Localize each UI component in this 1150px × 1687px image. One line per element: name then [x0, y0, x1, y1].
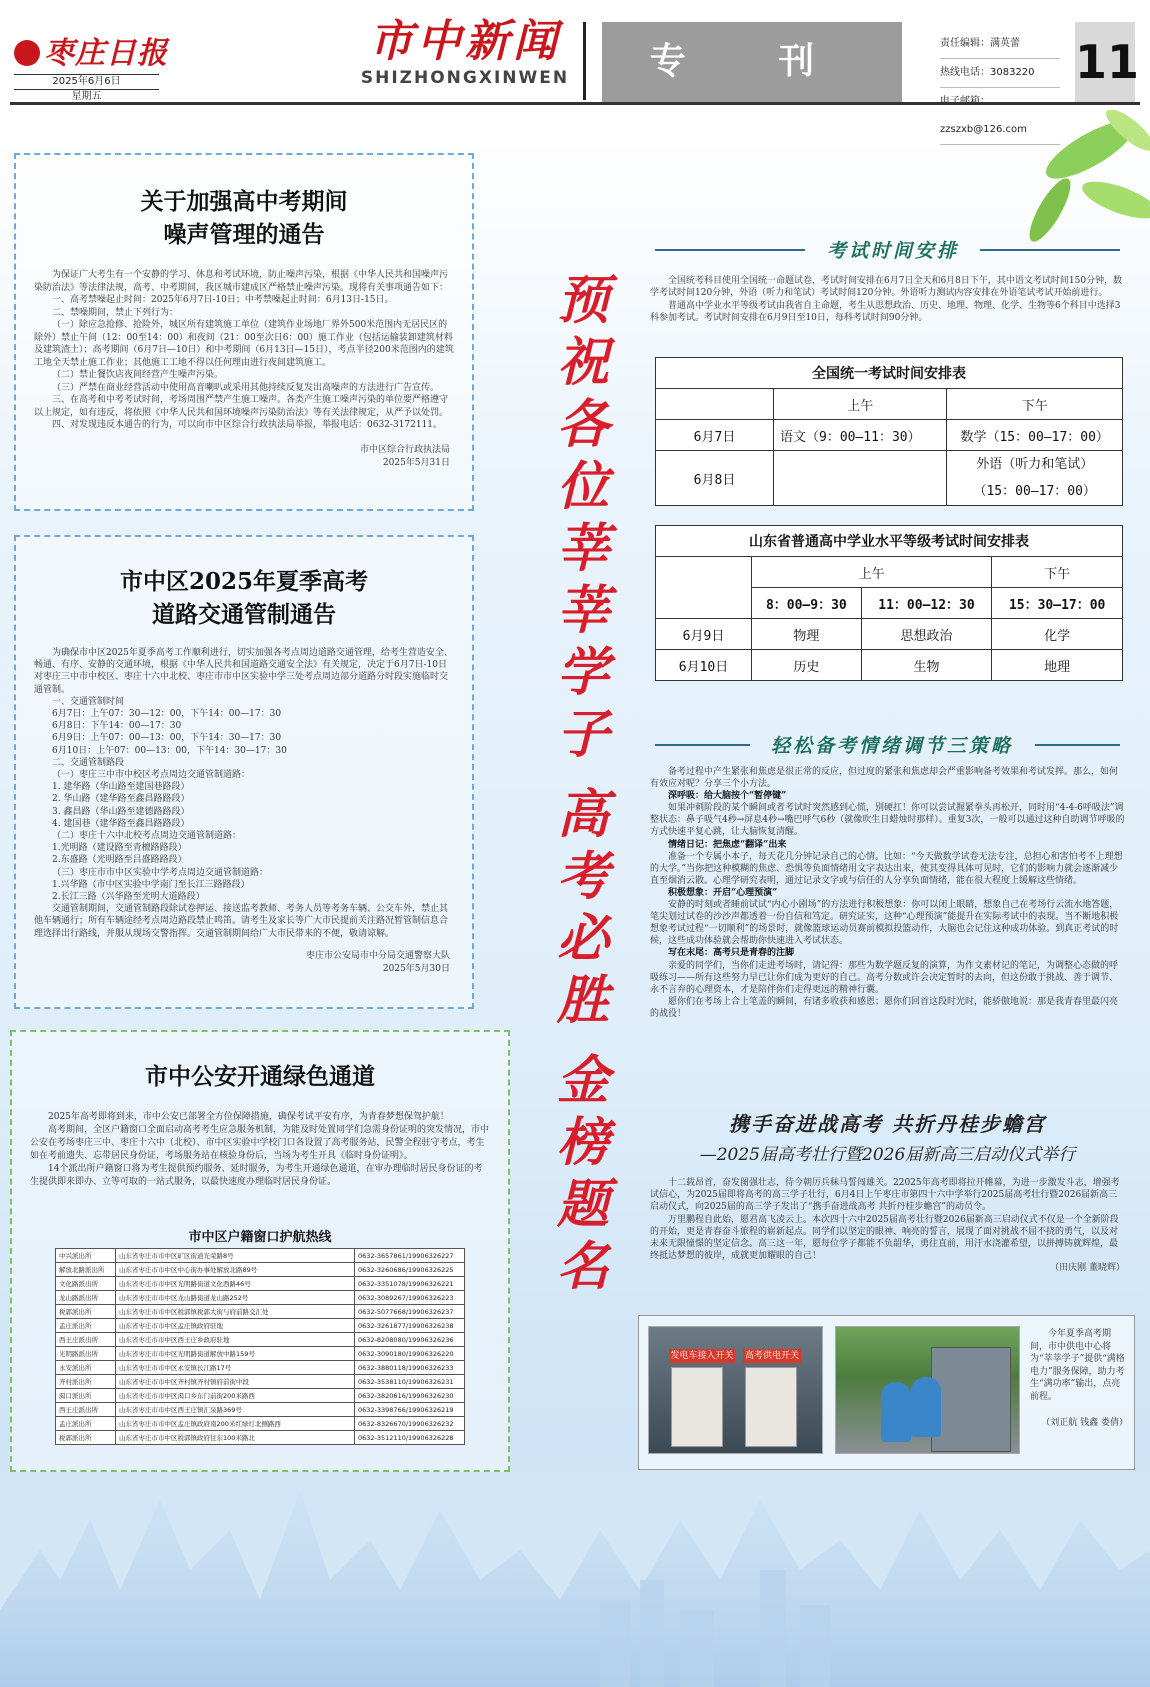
subheading: 情绪日记：把焦虑“翻译”出来 [668, 839, 787, 850]
paragraph: （一）枣庄三中市中校区考点周边交通管制道路： [52, 770, 251, 781]
hotline-row [56, 1291, 465, 1305]
row-date: 6月9日 [656, 619, 752, 650]
paragraph: 为确保市中区2025年夏季高考工作顺利进行，切实加强各考点周边道路交通管理，给考生营造安全、畅通、有序、安静的交通环境，根据《中华人民共和国道路交通安全法》有关规定，决定于6月7日-10日对枣庄三中市中校区、枣庄十六中北校、枣庄市市中区实验中学三处考点周边部分道路分时段实施临时交通管制。 [34, 648, 453, 695]
row-date: 6月7日 [656, 420, 774, 451]
slogan-char: 高 [556, 784, 609, 845]
time-slot: 11：00—12：30 [861, 588, 992, 619]
hotline-table-title: 市中区户籍窗口护航热线 [188, 1230, 332, 1245]
slogan-char: 子 [556, 704, 609, 765]
slogan-char: 莘 [556, 580, 609, 641]
col-header-afternoon: 下午 [992, 557, 1123, 588]
cell: 化学 [992, 619, 1123, 650]
signature-org: 枣庄市公安局市中分局交通警察大队 [305, 950, 450, 961]
emotion-heading: 轻松备考情绪调节三策略 [770, 735, 1013, 757]
row-date: 6月8日 [656, 451, 774, 506]
logo-text: 枣庄日报 [44, 36, 168, 71]
station-name: 解放北路派出所 [56, 1263, 116, 1277]
slogan-vertical [548, 270, 618, 1298]
cell [947, 451, 1123, 506]
noise-notice-title-2: 噪声管理的通告 [163, 221, 325, 248]
col-header-morning: 上午 [774, 389, 947, 420]
station-address: 山东省枣庄市市中区税郭镇政府往东100米路北 [116, 1431, 355, 1445]
logo-icon [14, 40, 40, 66]
paragraph: 6月7日：上午07：30—12：00，下午14：00—17：30 [52, 709, 282, 720]
station-name: 齐村派出所 [56, 1375, 116, 1389]
noise-notice-body [16, 269, 472, 432]
station-address: 山东省枣庄市市中区矿区街道光荣路8号 [116, 1249, 355, 1263]
slogan-char: 学 [556, 642, 609, 703]
station-address: 山东省枣庄市市中区中心街办事处解放北路89号 [116, 1263, 355, 1277]
paragraph: 准备一个专属小本子，每天花几分钟记录自己的心情。比如：“今天做数学试卷无法专注，总担心和害怕考不上理想的大学。”当你把这种模糊的焦虑、恐惧等负面情绪用文字表达出来，使其变得具体可见时，它们的影响力就会逐渐减少直至烟消云散。心理学研究表明，通过记录文字或与信任的人分享负面情绪，能在很大程度上缓解这些情绪。 [650, 851, 1123, 886]
traffic-notice-body [16, 647, 472, 940]
slogan-char: 榜 [556, 1112, 609, 1173]
switch-label: 高考供电开关 [744, 1351, 799, 1361]
editor-name: 责任编辑：满英蕾 [940, 30, 1060, 59]
station-address: 山东省枣庄市市中区龙山路街道龙山路252号 [116, 1291, 355, 1305]
masthead [0, 0, 1150, 135]
station-name: 孟庄派出所 [56, 1417, 116, 1431]
paragraph: 交通管制期间，交通管制路段除试卷押运、接送监考教师、考务人员等考务车辆、公交车外，禁止其他车辆通行；所有车辆途经考点周边路段禁止鸣笛。请考生及家长等广大市民提前关注路况暂管制信息合理选择出行路线，并服从现场交警指挥。交通管制期间给广大市民带来的不便，敬请谅解。 [34, 904, 449, 939]
station-address: 山东省枣庄市市中区齐村镇齐村镇府前街中段 [116, 1375, 355, 1389]
cell: 地理 [992, 650, 1123, 681]
slogan-char: 祝 [556, 332, 609, 393]
paragraph: 安静的时刻或者睡前试试“内心小剧场”的方法进行积极想象：你可以闭上眼睛，想象自己在考场行云流水地答题，笔尖划过试卷的沙沙声都透着一份自信和笃定。研究证实，这种“心理预演”能提升在实际考试中的表现。当不断地积极想象考试过程“一切顺利”的场景时，就像篮球运动员赛前模拟投篮动作，大脑也会记住这种成功体验。到真正考试的时候，这些成功体验就会帮助你快速进入考试状态。 [650, 900, 1119, 947]
ceremony-text [650, 1177, 1125, 1275]
station-name: 渴口派出所 [56, 1389, 116, 1403]
station-name: 龙山路派出所 [56, 1291, 116, 1305]
row-date: 6月10日 [656, 650, 752, 681]
station-address: 山东省枣庄市市中区孟庄镇政府驻地 [116, 1319, 355, 1333]
signature-date: 2025年5月31日 [382, 457, 450, 468]
section-label: 专 刊 [602, 22, 902, 102]
station-address: 山东省枣庄市市中区西王庄乡政府驻地 [116, 1333, 355, 1347]
station-phone: 0632-3090180/19906326220 [355, 1347, 465, 1361]
station-phone: 0632-8208080/19906326236 [355, 1333, 465, 1347]
noise-notice [14, 153, 474, 511]
paragraph: （二）禁止餐饮店夜间经营产生噪声污染。 [52, 370, 224, 380]
national-exam-table [655, 357, 1123, 506]
slogan-char: 必 [556, 908, 609, 969]
paragraph: 三、在高考和中考考试时间，考场周围严禁产生施工噪声。各类产生施工噪声污染的单位要严格遵守以上规定，如有违反，将依照《中华人民共和国环境噪声污染防治法》等有关法律规定，从严予以处罚。 [34, 395, 449, 418]
paragraph: （二）枣庄十六中北校考点周边交通管制道路： [52, 831, 242, 842]
station-address: 山东省枣庄市市中区孟庄镇政府南200米红绿灯北侧路西 [116, 1417, 355, 1431]
time-slot: 15：30—17：00 [992, 588, 1123, 619]
photo-caption-text: 今年夏季高考期间，市中供电中心将为“莘莘学子”提供“满格电力”服务保障，助力考生“满功率”输出，点亮前程。 [1030, 1329, 1125, 1402]
station-phone: 0632-3089267/19906326223 [355, 1291, 465, 1305]
issue-date: 2025年6月6日 [14, 75, 159, 90]
station-name: 光明路派出所 [56, 1347, 116, 1361]
police-notice-body [12, 1111, 508, 1189]
paragraph: （三）严禁在商业经营活动中使用高音喇叭或采用其他持续反复发出高噪声的方法进行广告宣传。 [52, 382, 440, 393]
header-rule [10, 102, 1140, 105]
station-address: 山东省枣庄市市中区西王庄镇汇泉路369号 [116, 1403, 355, 1417]
photo-byline: （刘正航 钱鑫 娄倩） [1041, 1418, 1128, 1428]
subheading: 积极想象：开启“心理预演” [668, 887, 778, 898]
cell-line: 外语（听力和笔试） [976, 457, 1094, 472]
paragraph: 6月8日：下午14：00—17：30 [52, 721, 182, 732]
station-phone: 0632-5077668/19906326237 [355, 1305, 465, 1319]
table-caption: 山东省普通高中学业水平等级考试时间安排表 [656, 526, 1123, 557]
ceremony-subtitle: —2025届高考壮行暨2026届新高三启动仪式举行 [699, 1145, 1076, 1165]
station-phone: 0632-3880118/19906326233 [355, 1361, 465, 1375]
paragraph: 2025年高考即将到来，市中公安已部署全方位保障措施，确保考试平安有序，为青春梦想保驾护航！ [48, 1112, 449, 1122]
station-phone: 0632-3261877/19906326238 [355, 1319, 465, 1333]
traffic-notice [14, 535, 474, 1009]
station-address: 山东省枣庄市市中区税郭镇税郭大街与府前路交汇处 [116, 1305, 355, 1319]
worker-figure [911, 1377, 941, 1437]
station-name: 西王庄派出所 [56, 1403, 116, 1417]
signature-org: 市中区综合行政执法局 [359, 444, 450, 455]
paragraph: （一）除应急抢修、抢险外，城区所有建筑施工单位（建筑作业场地厂界外500米范围内无居民区的除外）禁止午间（12：00至14：00）和夜间（21：00至次日6：00）施工作业（包括运输装卸建筑材料及建筑渣土）；高考期间（6月7日—10日）和中考期间（6月13日—15日），考点半径200米范围内的建筑工地全天禁止施工作业；其他施工工地不得以任何理由进行夜间建筑施工。 [34, 320, 454, 368]
traffic-notice-title-2: 道路交通管制通告 [152, 601, 336, 628]
hotline-row [56, 1361, 465, 1375]
brand-chinese: 市中新闻 [369, 16, 561, 67]
paragraph: 备考过程中产生紧张和焦虑是很正常的反应，但过度的紧张和焦虑却会严重影响备考效果和考试发挥。那么，如何有效应对呢？分享三个小方法。 [650, 767, 1119, 790]
station-name: 税郭派出所 [56, 1305, 116, 1319]
station-phone: 0632-3398766/19906326219 [355, 1403, 465, 1417]
paragraph: 14个派出所户籍窗口将为考生提供预约服务、延时服务，为考生开通绿色通道，在审办理临时居民身份证的考生提供即来即办、立等可取的一站式服务，以最快速度办理临时居民身份证。 [30, 1164, 483, 1187]
table-corner [656, 389, 774, 420]
hotline-row [56, 1249, 465, 1263]
heading-rule [655, 744, 750, 746]
paragraph: 二、禁噪期间，禁止下列行为： [52, 307, 179, 318]
paragraph: 6月10日：上午07：00—13：00，下午14：30—17：30 [52, 745, 287, 756]
paragraph: 亲爱的同学们，当你们走进考场时，请记得：那些为数学题反复的演算，为作文素材记的笔记，为调整心态做的呼吸练习——所有这些努力早已让你们成为更好的自己。高考分数或许会决定暂时的去向，但这份敢于挑战、善于调节、永不言弃的心理资本，才是陪伴你们走得更远的精神行囊。 [650, 960, 1119, 995]
email: zzszxb@126.com [940, 88, 1060, 145]
slogan-char: 胜 [556, 970, 609, 1031]
paragraph: 愿你们在考场上合上笔盖的瞬间，有诸多收获和感恩；愿你们回首这段时光时，能骄傲地说：那是我青春里最闪亮的战役！ [650, 996, 1119, 1019]
station-phone: 0632-3351078/19906326221 [355, 1277, 465, 1291]
emotion-text [650, 766, 1125, 1020]
police-notice-title: 市中公安开通绿色通道 [145, 1063, 375, 1090]
subheading: 深呼吸：给大脑按个“暂停键” [668, 791, 787, 802]
switch-label: 发电车接入开关 [670, 1351, 734, 1361]
hotline-row [56, 1333, 465, 1347]
photo-caption [1030, 1328, 1128, 1430]
hotline-row [56, 1277, 465, 1291]
station-name: 中兴派出所 [56, 1249, 116, 1263]
hotline: 热线电话：3083220 [940, 59, 1060, 88]
heading-rule [1035, 744, 1120, 746]
cell: 历史 [752, 650, 862, 681]
hotline-row [56, 1347, 465, 1361]
station-name: 文化路派出所 [56, 1277, 116, 1291]
paragraph: 1. 建华路（华山路至建国巷路段） [52, 782, 190, 793]
station-address: 山东省枣庄市市中区永安镇长江路17号 [116, 1361, 355, 1375]
station-phone: 0632-3538110/19906326231 [355, 1375, 465, 1389]
hotline-row [56, 1403, 465, 1417]
slogan-char: 考 [556, 846, 609, 907]
newspaper-logo [14, 28, 168, 72]
slogan-gap [548, 1032, 618, 1050]
station-address: 山东省枣庄市市中区渴口乡东门前街200米路西 [116, 1389, 355, 1403]
paragraph: 普通高中学业水平等级考试由我省自主命题，考生从思想政治、历史、地理、物理、化学、生物等6个科目中选择3科参加考试。考试时间安排在6月9日至10日，每科考试时间90分钟。 [650, 300, 1121, 323]
divider [583, 22, 586, 100]
table-caption: 全国统一考试时间安排表 [656, 358, 1123, 389]
paragraph: 1.光明路（建设路至青檀路路段） [52, 843, 187, 854]
station-address: 山东省枣庄市市中区光明路街道解放中路159号 [116, 1347, 355, 1361]
issue-date-block [14, 74, 159, 105]
station-phone: 0632-8326670/19906326232 [355, 1417, 465, 1431]
paragraph: 全国统考科目使用全国统一命题试卷，考试时间安排在6月7日全天和6月8日下午，其中语文考试时间150分钟，数学考试时间120分钟，外语（听力和笔试）考试时间120分钟。外语听力测试内容安排在外语笔试考试开始前进行。 [650, 276, 1123, 299]
leaf-decoration [980, 110, 1150, 250]
col-header-morning: 上午 [752, 557, 992, 588]
paragraph: 万里鹏程自此始，愿君高飞凌云上。本次四十六中2025届高考壮行暨2026届新高三启动仪式不仅是一个全新阶段的开始，更是青春奋斗旅程的崭新起点。同学们以坚定的眼神、响亮的誓言，展现了面对挑战不屈不挠的勇气，以及对未来无限憧憬的坚定信念。高三这一年，愿每位学子都能不负韶华，勇往直前，用汗水浇灌希望，以拼搏铸就辉煌，最终抵达梦想的彼岸，成就更加耀眼的自己！ [650, 1214, 1119, 1262]
traffic-notice-title-1: 市中区2025年夏季高考 [119, 568, 368, 595]
station-address: 山东省枣庄市市中区光明路街道文化西路46号 [116, 1277, 355, 1291]
cell: 物理 [752, 619, 862, 650]
col-header-afternoon: 下午 [947, 389, 1123, 420]
provincial-exam-table [655, 525, 1123, 681]
station-phone: 0632-3657861/19906326227 [355, 1249, 465, 1263]
paragraph: 2.长江三路（兴华路至光明大道路段） [52, 892, 205, 903]
paragraph: 2.东盛路（光明路至吕盛路路段） [52, 855, 187, 866]
brand-pinyin: SHIZHONGXINWEN [360, 68, 570, 88]
station-phone: 0632-3512110/19906326228 [355, 1431, 465, 1445]
exam-schedule-heading: 考试时间安排 [826, 240, 959, 262]
paragraph: 高考期间，全区户籍窗口全面启动高考考生应急服务机制，为能及时处置同学们急需身份证明的突发情况，市中公安在考场枣庄三中、枣庄十六中（北校）、市中区实验中学校门口各设置了高考服务站，民警全程驻守考点，考生如在考前遗失、忘带居民身份证，考场服务站在核验身份后，当场为考生开具《临时身份证明》。 [30, 1125, 490, 1161]
cell: 语文（9：00—11：30） [774, 420, 947, 451]
slogan-char: 名 [556, 1236, 609, 1297]
cell: 数学（15：00—17：00） [947, 420, 1123, 451]
station-name: 孟庄派出所 [56, 1319, 116, 1333]
paragraph: 2. 华山路（建华路至鑫昌路路段） [52, 794, 190, 805]
paragraph: 四、对发现违反本通告的行为，可以向市中区综合行政执法局举报，举报电话：0632-3172111。 [52, 420, 443, 430]
table-corner [656, 557, 752, 619]
slogan-gap [548, 766, 618, 784]
hotline-row [56, 1319, 465, 1333]
cell-line: （15：00—17：00） [973, 484, 1096, 499]
ceremony-title: 携手奋进战高考 共折丹桂步蟾宫 [729, 1112, 1046, 1136]
time-slot: 8：00—9：30 [752, 588, 862, 619]
crowd-silhouette-decoration [0, 1430, 1150, 1687]
hotline-row [56, 1305, 465, 1319]
byline: （田庆刚 董晓辉） [1050, 1263, 1125, 1274]
station-name: 西王庄派出所 [56, 1333, 116, 1347]
paragraph: 一、交通管制时间 [52, 696, 125, 707]
heading-rule [655, 249, 805, 251]
paragraph: 6月9日：上午07：00—13：00，下午14：30—17：30 [52, 733, 282, 744]
slogan-char: 位 [556, 456, 609, 517]
paragraph: 二、交通管制路段 [52, 757, 125, 768]
station-phone: 0632-3260686/19906326225 [355, 1263, 465, 1277]
hotline-row [56, 1375, 465, 1389]
noise-notice-title-1: 关于加强高中考期间 [140, 188, 348, 215]
slogan-char: 各 [556, 394, 609, 455]
station-phone: 0632-3820616/19906326230 [355, 1389, 465, 1403]
hotline-row [56, 1417, 465, 1431]
slogan-char: 金 [556, 1050, 609, 1111]
paragraph: （三）枣庄市市中区实验中学考点周边交通管制道路： [52, 867, 269, 878]
paragraph: 3. 鑫昌路（华山路至建德路路段） [52, 806, 190, 817]
paragraph: 一、高考禁噪起止时间：2025年6月7日-10日；中考禁噪起止时间：6月13日-15日。 [52, 295, 394, 305]
paragraph: 为保证广大考生有一个安静的学习、休息和考试环境，防止噪声污染，根据《中华人民共和国噪声污染防治法》等法律法规，高考、中考期间，我区城市建成区严格禁止噪声污染。现将有关事项通告如下： [34, 270, 449, 293]
slogan-char: 莘 [556, 518, 609, 579]
page-number: 11 [1075, 22, 1135, 102]
paragraph: 1.兴华路（市中区实验中学南门至长江三路路段） [52, 879, 250, 890]
paragraph: 十二载昂首，奋发图强壮志，待今朝厉兵秣马誓闯雄关。22025年高考即将拉开帷幕，为进一步激发斗志，增强考试信心，为2025届即将高考的高三学子壮行，6月4日上午枣庄市第四十六中学举行2025届高考壮行暨2026届新高三启动仪式，向2025届的高三学子发出了“携手奋进战高考 共折丹桂步蟾宫”的动员令。 [650, 1178, 1120, 1213]
section-brand [360, 16, 570, 88]
paragraph: 4. 建国巷（建华路至鑫昌路路段） [52, 818, 190, 829]
subheading: 写在末尾：高考只是青春的注脚 [668, 948, 795, 959]
station-name: 永安派出所 [56, 1361, 116, 1375]
cell-empty [774, 451, 947, 506]
paragraph: 如果冲刺阶段的某个瞬间或者考试时突然感到心慌，别硬扛！你可以尝试握紧拳头再松开，同时用“4-4-6呼吸法”调整状态：鼻子吸气4秒→屏息4秒→嘴巴呼气6秒（就像吹生日蜡烛时那样）。重复3次，一般可以通过这种自助调节呼吸的方式快速平复心跳，让大脑恢复清醒。 [650, 803, 1125, 838]
cell: 生物 [861, 650, 992, 681]
signature-date: 2025年5月30日 [382, 963, 450, 974]
hotline-table [55, 1248, 465, 1445]
hotline-row [56, 1389, 465, 1403]
hotline-row [56, 1263, 465, 1277]
slogan-char: 预 [556, 270, 609, 331]
cell: 思想政治 [861, 619, 992, 650]
exam-schedule-text [650, 275, 1125, 324]
heading-rule [980, 249, 1120, 251]
station-name: 税郭派出所 [56, 1431, 116, 1445]
issue-weekday: 星期五 [71, 91, 102, 102]
slogan-char: 题 [556, 1174, 609, 1235]
